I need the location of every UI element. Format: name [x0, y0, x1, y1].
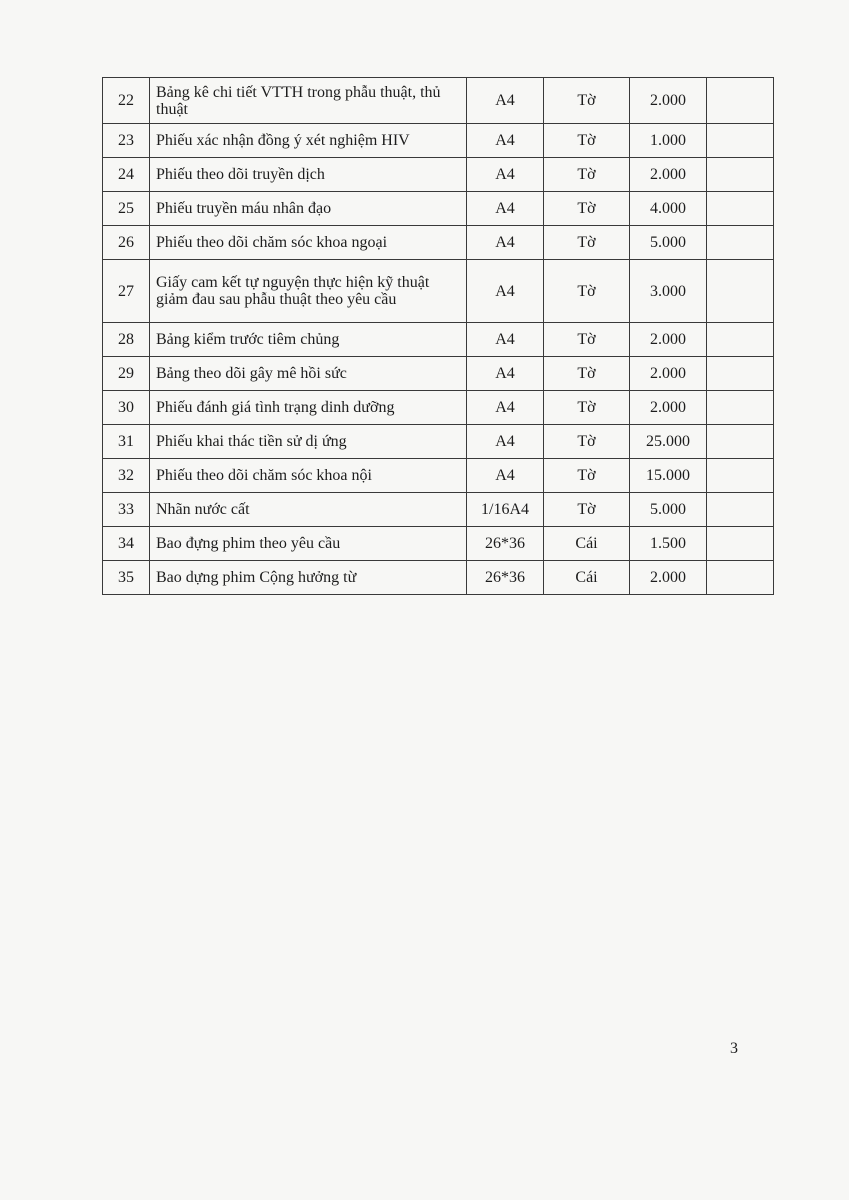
item-note: [707, 357, 774, 391]
item-name: Bảng theo dõi gây mê hồi sức: [150, 357, 467, 391]
row-number: 29: [103, 357, 150, 391]
item-size: A4: [467, 260, 544, 323]
table-row: [103, 260, 774, 323]
table-row: [103, 561, 774, 595]
item-quantity: 2.000: [630, 357, 707, 391]
item-unit: Tờ: [544, 459, 630, 493]
item-name: Phiếu xác nhận đồng ý xét nghiệm HIV: [150, 124, 467, 158]
item-name: Phiếu đánh giá tình trạng dinh dưỡng: [150, 391, 467, 425]
item-name: Bao đựng phim theo yêu cầu: [150, 527, 467, 561]
item-name: Phiếu theo dõi truyền dịch: [150, 158, 467, 192]
row-number: 27: [103, 260, 150, 323]
item-unit: Tờ: [544, 192, 630, 226]
item-note: [707, 493, 774, 527]
item-quantity: 2.000: [630, 391, 707, 425]
item-size: 1/16A4: [467, 493, 544, 527]
table-row: [103, 391, 774, 425]
table-row: [103, 226, 774, 260]
row-number: 25: [103, 192, 150, 226]
item-name: Bảng kê chi tiết VTTH trong phẫu thuật, thủ thuật: [150, 78, 467, 124]
item-size: A4: [467, 425, 544, 459]
item-note: [707, 158, 774, 192]
item-quantity: 2.000: [630, 158, 707, 192]
item-name: Giấy cam kết tự nguyện thực hiện kỹ thuật giảm đau sau phẫu thuật theo yêu cầu: [150, 260, 467, 323]
item-note: [707, 124, 774, 158]
table-row: [103, 357, 774, 391]
row-number: 35: [103, 561, 150, 595]
item-unit: Tờ: [544, 425, 630, 459]
item-note: [707, 323, 774, 357]
item-note: [707, 192, 774, 226]
item-size: A4: [467, 124, 544, 158]
row-number: 31: [103, 425, 150, 459]
table-row: [103, 323, 774, 357]
item-size: A4: [467, 323, 544, 357]
item-note: [707, 425, 774, 459]
table-row: [103, 78, 774, 124]
item-quantity: 4.000: [630, 192, 707, 226]
item-quantity: 2.000: [630, 323, 707, 357]
table-row: [103, 493, 774, 527]
item-unit: Tờ: [544, 226, 630, 260]
item-name: Phiếu theo dõi chăm sóc khoa ngoại: [150, 226, 467, 260]
item-quantity: 3.000: [630, 260, 707, 323]
item-quantity: 1.000: [630, 124, 707, 158]
row-number: 28: [103, 323, 150, 357]
item-unit: Tờ: [544, 158, 630, 192]
item-unit: Tờ: [544, 124, 630, 158]
item-unit: Tờ: [544, 78, 630, 124]
item-quantity: 1.500: [630, 527, 707, 561]
item-note: [707, 527, 774, 561]
items-table-body: [103, 78, 774, 595]
item-size: A4: [467, 78, 544, 124]
item-name: Nhãn nước cất: [150, 493, 467, 527]
item-size: 26*36: [467, 527, 544, 561]
row-number: 32: [103, 459, 150, 493]
row-number: 34: [103, 527, 150, 561]
item-note: [707, 78, 774, 124]
table-row: [103, 527, 774, 561]
row-number: 26: [103, 226, 150, 260]
table-row: [103, 459, 774, 493]
item-size: 26*36: [467, 561, 544, 595]
item-note: [707, 260, 774, 323]
item-size: A4: [467, 357, 544, 391]
item-unit: Cái: [544, 561, 630, 595]
row-number: 24: [103, 158, 150, 192]
item-note: [707, 391, 774, 425]
table-row: [103, 124, 774, 158]
item-name: Phiếu khai thác tiền sử dị ứng: [150, 425, 467, 459]
item-unit: Tờ: [544, 493, 630, 527]
table-row: [103, 158, 774, 192]
item-quantity: 5.000: [630, 226, 707, 260]
item-unit: Tờ: [544, 260, 630, 323]
item-size: A4: [467, 226, 544, 260]
item-size: A4: [467, 459, 544, 493]
item-name: Phiếu truyền máu nhân đạo: [150, 192, 467, 226]
row-number: 23: [103, 124, 150, 158]
item-name: Bảng kiểm trước tiêm chủng: [150, 323, 467, 357]
item-size: A4: [467, 391, 544, 425]
item-note: [707, 226, 774, 260]
table-row: [103, 425, 774, 459]
item-size: A4: [467, 192, 544, 226]
table-row: [103, 192, 774, 226]
item-quantity: 15.000: [630, 459, 707, 493]
row-number: 30: [103, 391, 150, 425]
item-name: Bao dựng phim Cộng hưởng từ: [150, 561, 467, 595]
item-quantity: 25.000: [630, 425, 707, 459]
page-number: 3: [730, 1040, 738, 1057]
item-size: A4: [467, 158, 544, 192]
item-quantity: 2.000: [630, 78, 707, 124]
item-unit: Tờ: [544, 357, 630, 391]
item-note: [707, 459, 774, 493]
item-unit: Tờ: [544, 323, 630, 357]
item-quantity: 2.000: [630, 561, 707, 595]
items-table: [102, 77, 774, 595]
row-number: 33: [103, 493, 150, 527]
item-unit: Cái: [544, 527, 630, 561]
item-quantity: 5.000: [630, 493, 707, 527]
item-unit: Tờ: [544, 391, 630, 425]
item-note: [707, 561, 774, 595]
item-name: Phiếu theo dõi chăm sóc khoa nội: [150, 459, 467, 493]
row-number: 22: [103, 78, 150, 124]
